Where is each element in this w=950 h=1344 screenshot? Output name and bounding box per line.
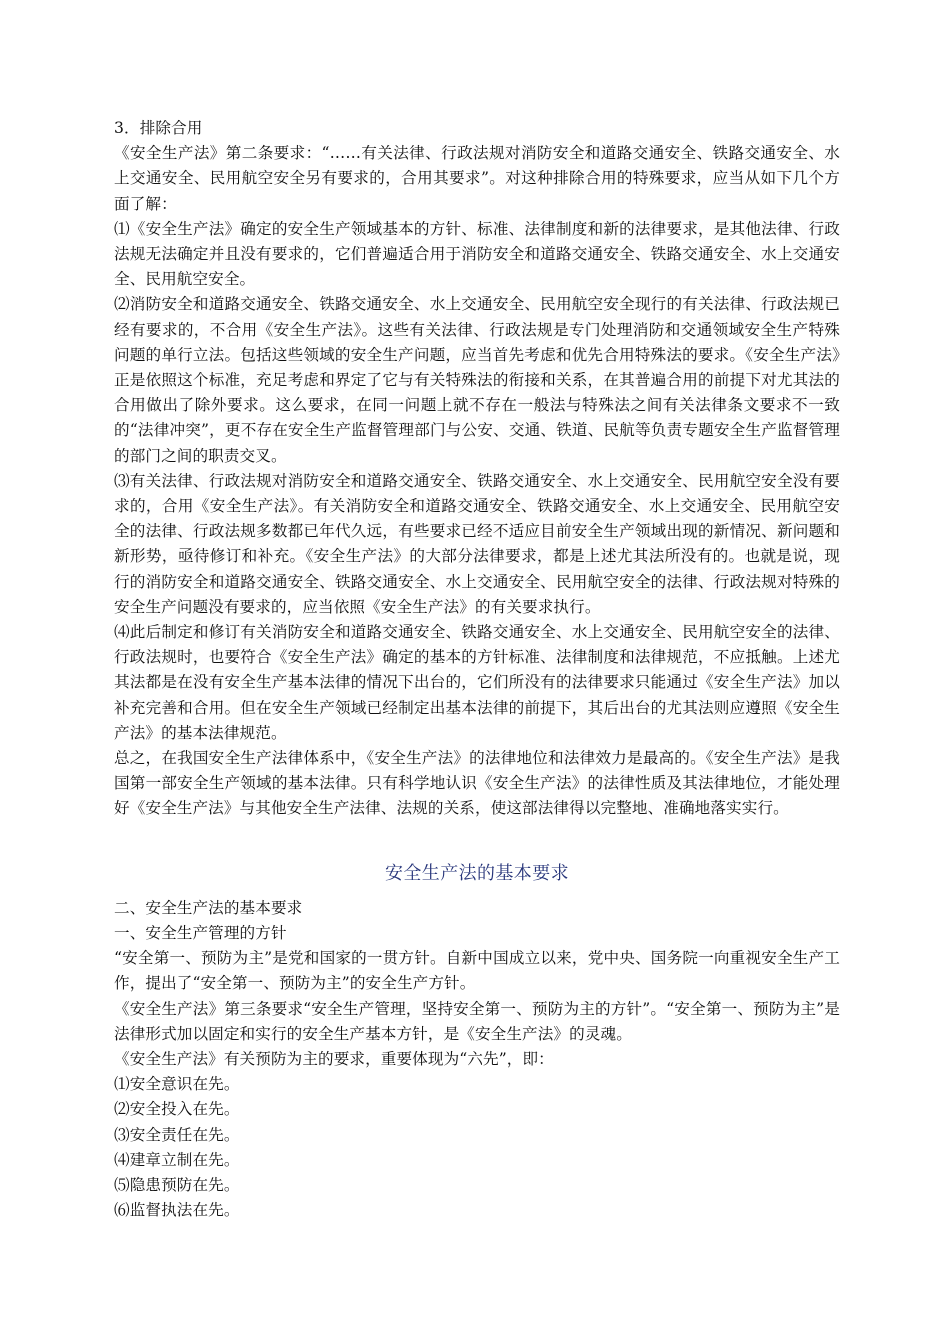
document-title: 安全生产法的基本要求	[385, 862, 569, 884]
paragraph-six-firsts: 《安全生产法》有关预防为主的要求，重要体现为“六先”，即：	[114, 1049, 554, 1068]
document-page	[114, 116, 840, 1223]
paragraph-item-4: ⑷此后制定和修订有关消防安全和道路交通安全、铁路交通安全、水上交通安全、民用航空安全的法律、行政法规时，也要符合《安全生产法》确定的基本的方针标准、法律制度和法律规范，不应抵触。上述尤其法都是在没有安全生产基本法律的情况下出台的，它们所没有的法律要求只能通过《安全生产法》加以补充完善和合用。但在安全生产领域已经制定出基本法律的前提下，其后出台的尤其法则应遵照《安全生产法》的基本法律规范。	[114, 623, 840, 742]
list-item: ⑵安全投入在先。	[114, 1100, 240, 1119]
section-heading-exclusion: 3．排除合用	[114, 119, 203, 137]
list-item: ⑸隐患预防在先。	[114, 1175, 240, 1194]
subheading-basic-requirements: 二、安全生产法的基本要求	[114, 898, 303, 917]
paragraph-intro: 《安全生产法》第二条要求：“……有关法律、行政法规对消防安全和道路交通安全、铁路交通安全、水上交通安全、民用航空安全另有要求的，合用其要求”。对这种排除合用的特殊要求，应当从如下几个方面了解：	[114, 144, 840, 213]
subheading-management-policy: 一、安全生产管理的方针	[114, 923, 287, 942]
list-item: ⑹监督执法在先。	[114, 1201, 240, 1220]
paragraph-item-2: ⑵消防安全和道路交通安全、铁路交通安全、水上交通安全、民用航空安全现行的有关法律、行政法规已经有要求的，不合用《安全生产法》。这些有关法律、行政法规是专门处理消防和交通领域安全生产特殊问题的单行立法。包括这些领域的安全生产问题，应当首先考虑和优先合用特殊法的要求。《安全生产法》正是依照这个标准，充足考虑和界定了它与有关特殊法的衔接和关系，在其普遍合用的前提下对尤其法的合用做出了除外要求。这么要求，在同一问题上就不存在一般法与特殊法之间有关法律条文要求不一致的“法律冲突”，更不存在安全生产监督管理部门与公安、交通、铁道、民航等负责专题安全生产监督管理的部门之间的职责交叉。	[114, 295, 840, 465]
paragraph-item-1: ⑴《安全生产法》确定的安全生产领域基本的方针、标准、法律制度和新的法律要求，是其他法律、行政法规无法确定并且没有要求的，它们普遍适合用于消防安全和道路交通安全、铁路交通安全、水上交通安全、民用航空安全。	[114, 219, 840, 289]
paragraph-summary: 总之，在我国安全生产法律体系中，《安全生产法》的法律地位和法律效力是最高的。《安全生产法》是我国第一部安全生产领域的基本法律。只有科学地认识《安全生产法》的法律性质及其法律地位，才能处理好《安全生产法》与其他安全生产法律、法规的关系，使这部法律得以完整地、准确地落实实行。	[114, 749, 840, 818]
paragraph-policy: “安全第一、预防为主”是党和国家的一贯方针。自新中国成立以来，党中央、国务院一向重视安全生产工作，提出了“安全第一、预防为主”的安全生产方针。	[114, 949, 840, 993]
list-item: ⑷建章立制在先。	[114, 1150, 240, 1169]
paragraph-item-3: ⑶有关法律、行政法规对消防安全和道路交通安全、铁路交通安全、水上交通安全、民用航空安全没有要求的，合用《安全生产法》。有关消防安全和道路交通安全、铁路交通安全、水上交通安全、民用航空安全的法律、行政法规多数都已年代久远，有些要求已经不适应目前安全生产领域出现的新情况、新问题和新形势，亟待修订和补充。《安全生产法》的大部分法律要求，都是上述尤其法所没有的。也就是说，现行的消防安全和道路交通安全、铁路交通安全、水上交通安全、民用航空安全的法律、行政法规对特殊的安全生产问题没有要求的，应当依照《安全生产法》的有关要求执行。	[114, 471, 840, 616]
paragraph-article-3: 《安全生产法》第三条要求“安全生产管理，坚持安全第一、预防为主的方针”。“安全第一、预防为主”是法律形式加以固定和实行的安全生产基本方针，是《安全生产法》的灵魂。	[114, 999, 840, 1043]
section-gap	[114, 822, 840, 860]
list-item: ⑶安全责任在先。	[114, 1125, 240, 1144]
list-item: ⑴安全意识在先。	[114, 1075, 240, 1094]
